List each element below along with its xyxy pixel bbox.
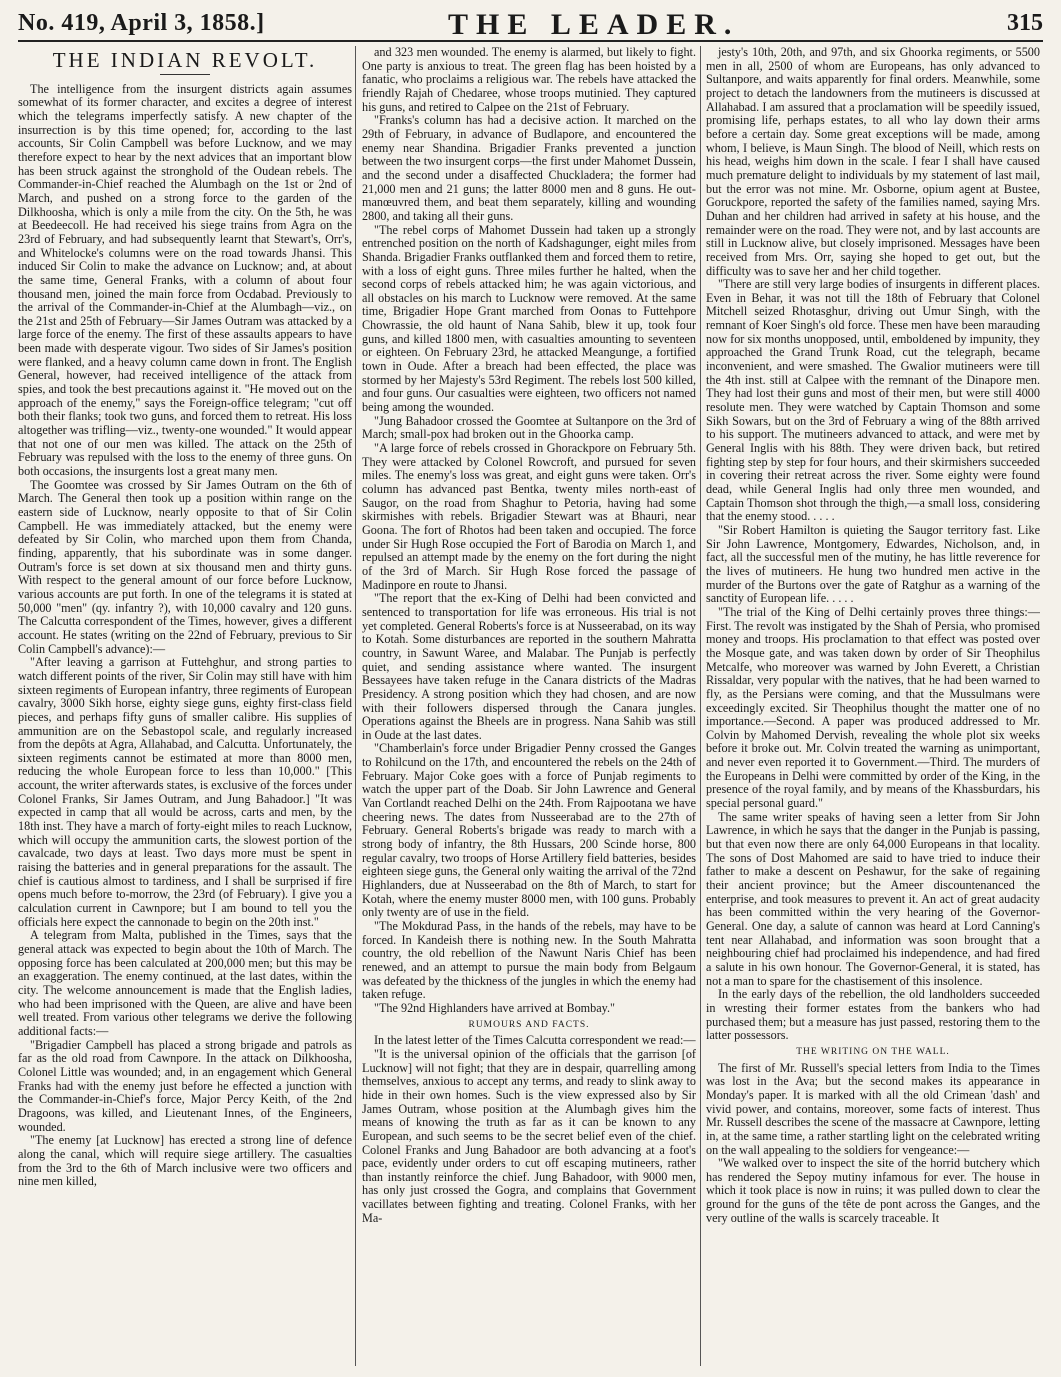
paragraph: "The enemy [at Lucknow] has erected a strong line of defence along the canal, which will require siege artillery. The casualties from the 3rd to the 6th of March inclusive were two officers and nine men killed, bbox=[18, 1133, 352, 1189]
page-header bbox=[18, 6, 1043, 40]
column-divider bbox=[700, 46, 701, 1366]
column-2 bbox=[362, 46, 696, 1368]
paragraph: "The trial of the King of Delhi certainly proves three things:—First. The revolt was instigated by the Shah of Persia, who promised money and troops. His proclamation to that effect was posted over the Mosque gate, and was taken down by order of Sir Theophilus Metcalfe, who moreover was warned by John Everett, a Christian Rissaldar, very popular with the natives, that he had been warned to fly, as the Persians were coming, and that the Mussulmans were exceedingly excited. Sir Theophilus thought the matter one of no importance.—Second. A paper was produced addressed to Mr. Colvin by Mahomed Dervish, revealing the whole plot six weeks before it broke out. Mr. Colvin treated the warning as unimportant, and never even reported it to Government.—Third. The murders of the Europeans in Delhi were committed by order of the King, in the presence of the royal family, and by means of the Khassburdars, his special personal guard." bbox=[706, 604, 1040, 811]
paragraph: The same writer speaks of having seen a letter from Sir John Lawrence, in which he says that the danger in the Punjab is passing, but that even now there are only 64,000 Europeans in that locality. The sons of Dost Mahomed are said to have tried to induce their father to make a descent on Peshawur, for the sake of regaining their ancient province; but the Ameer discountenanced the enterprise, and took measures to prevent it. An act of great audacity has been committed within the very hearing of the Governor-General. One day, a salute of cannon was heard at Lord Canning's tent near Allahabad, and information was soon brought that a neighbouring chief had proclaimed his independence, and had fired a salute in his own honour. The Governor-General, it is stated, has not a man to spare for the chastisement of this insolence. bbox=[706, 809, 1040, 988]
paragraph: In the early days of the rebellion, the old landholders succeeded in wresting their former estates from the bankers who had purchased them; but a measure has just passed, restoring them to the latter possessors. bbox=[706, 987, 1040, 1043]
paragraph: "Franks's column has had a decisive action. It marched on the 29th of February, in advance of Budlapore, and encountered the enemy near Shandina. Brigadier Franks prevented a junction between the two insurgent corps—the first under Mahomet Dussein, and the second under a disaffected Chuckladera; the former had 21,000 men and 21 guns; the latter 8000 men and 8 guns. He out-manœuvred them, and beat them separately, killing and wounding 2800, and taking all their guns. bbox=[362, 113, 696, 223]
page-number: 315 bbox=[1007, 10, 1043, 36]
newspaper-title: THE LEADER. bbox=[448, 8, 740, 41]
paragraph: In the latest letter of the Times Calcutta correspondent we read:— bbox=[374, 1033, 696, 1048]
paragraph: "Brigadier Campbell has placed a strong brigade and patrols as far as the old road from Cawnpore. In the attack on Dilkhoosha, Colonel Little was wounded; and, in an engagement which General Franks had with the enemy just before he effected a junction with the Commander-in-Chief's force, Major Percy Keith, of the 2nd Dragoons, was killed, and Lieutenant Innes, of the Engineers, wounded. bbox=[18, 1037, 352, 1134]
paragraph: "Sir Robert Hamilton is quieting the Saugor territory fast. Like Sir John Lawrence, Montgomery, Edwardes, Nicholson, and, in fact, all the successful men of the mutiny, he has little reverence for the lives of mutineers. He hung two hundred men active in the murder of the Burtons over the gate of Ratghur as a warning of the sanctity of European life. . . . . bbox=[706, 522, 1040, 606]
header-rule bbox=[18, 40, 1043, 42]
paragraph: "We walked over to inspect the site of the horrid butchery which has rendered the Sepoy mutiny infamous for ever. The house in which it took place is now in ruins; it was pulled down to clear the ground for the guns of the tête de pont across the Ganges, and the very outline of the walls is scarcely traceable. It bbox=[706, 1156, 1040, 1225]
paragraph: "After leaving a garrison at Futtehghur, and strong parties to watch different points of the river, Sir Colin may still have with him sixteen regiments of European infantry, three regiments of European cavalry, 3000 Sikh horse, eighty siege guns, eighty first-class field pieces, and perhaps fifty guns of smaller calibre. His supplies of ammunition are on the Sebastopol scale, and regularly increased from the depôts at Agra, Allahabad, and Calcutta. Unfortunately, the sixteen regiments cannot be estimated at more than 8000 men, reducing the whole European force to less than 10,000." [This account, the writer afterwards states, is exclusive of the forces under Colonel Franks, Sir James Outram, and Jung Bahadoor.] "It was expected in camp that all would be across, carts and men, by the 18th inst. They have a march of forty-eight miles to reach Lucknow, which will occupy the ammunition carts, the slowest portion of the cavalcade, two days at least. Two days more must be spent in raising the batteries and in general preparations for the assault. The chief is cautious almost to tardiness, and I shall be surprised if fire opens much before to-morrow, the 23rd (of February). I give you a calculation current in Cawnpore; but I am bound to tell you the officials here expect the cannonade to begin on the 20th inst." bbox=[18, 655, 352, 929]
paragraph: A telegram from Malta, published in the Times, says that the general attack was expected to begin about the 10th of March. The opposing force has been calculated at 200,000 men; but this may be an exaggeration. The enemy continued, at the last dates, within the city. The welcome announcement is made that the English ladies, who had been imprisoned with the Queen, are alive and have been well treated. From various other telegrams we derive the following additional facts:— bbox=[18, 928, 352, 1038]
paragraph: and 323 men wounded. The enemy is alarmed, but likely to fight. One party is anxious to treat. The green flag has been hoisted by a fanatic, who proclaims a religious war. The rebels have attacked the friendly Rajah of Chedaree, whose troops mutinied. They captured his guns, and retired to Calpee on the 21st of February. bbox=[362, 46, 696, 114]
paragraph: "Chamberlain's force under Brigadier Penny crossed the Ganges to Rohilcund on the 17th, and encountered the rebels on the 24th of February. Major Coke goes with a force of Punjab regiments to watch the upper part of the Doab. Sir John Lawrence and General Van Cortlandt reached Delhi on the 24th. From Rajpootana we have cheering news. The dates from Nusseerabad are to the 27th of February. General Roberts's brigade was ready to march with a strong body of infantry, the 8th Hussars, 200 Scinde horse, 800 regular cavalry, two troops of Horse Artillery field batteries, besides eighteen siege guns, the General only waiting the arrival of the 72nd Highlanders, due at Nusseerabad on the 8th of March, to start for Kotah, where the enemy muster 8000 men, with 100 guns. Probably only twenty are of use in the field. bbox=[362, 741, 696, 920]
paragraph: "The rebel corps of Mahomet Dussein had taken up a strongly entrenched position on the north of Kadshagunger, eight miles from Shanda. Brigadier Franks outflanked them and forced them to retire, with a loss of eight guns. Three miles further he halted, when the second corps of rebels attacked him; he was again victorious, and all obstacles on his march to Lucknow were removed. At the same time, Brigadier Hope Grant marched from Oonas to Futtehpore Chowrassie, the old haunt of Nana Sahib, blew it up, took four guns, and killed 1800 men, with casualties amounting to seventeen or eighteen. On February 23rd, he attacked Meangunge, a fortified town in Oude. After a breach had been effected, the place was stormed by her Majesty's 53rd Regiment. The rebels lost 500 killed, and four guns. Our casualties were eighteen, two officers not named being among the wounded. bbox=[362, 222, 696, 415]
title-divider bbox=[160, 74, 210, 75]
paragraph: "There are still very large bodies of insurgents in different places. Even in Behar, it was not till the 18th of February that Colonel Mitchell seized Rhotasghur, driving out Umur Singh, with the remnant of Koer Singh's old force. These men have been marauding now for six months unopposed, until, emboldened by impunity, they approached the Grand Trunk Road, cut the telegraph, became inconvenient, and were smashed. The Gwalior mutineers were till the 4th inst. still at Calpee with the remnant of the Dinapore men. They had lost their guns and most of their men, but were still 4000 resolute men. They were watched by Captain Thomson and some Sikh Sowars, but on the 3rd of February a wing of the 88th arrived to his support. The mutineers advanced to attack, and were met by General Inglis with his 88th. They were driven back, but retired fighting step by step for four hours, and their skirmishers succeeded in covering their retreat across the river. Some eighty were found dead, while General Inglis had only three men wounded, and Captain Thomson shot through the thigh,—a small loss, considering that the enemy stood. . . . . bbox=[706, 277, 1040, 524]
column-divider bbox=[355, 46, 356, 1366]
paragraph: "The 92nd Highlanders have arrived at Bombay." bbox=[374, 1000, 615, 1015]
paragraph: jesty's 10th, 20th, and 97th, and six Ghoorka regiments, or 5500 men in all, 2500 of whom are Europeans, has only advanced to Sultanpore, and waits apparently for final orders. Meanwhile, some project to detach the landowners from the mutineers is discussed at Allahabad. I am assured that a proclamation will be speedily issued, promising life, perhaps estates, to all who lay down their arms before a certain day. Some great exceptions will be made, among whom, I believe, is Maun Singh. The blood of Neill, which rests on his head, weighs him down in the scale. I fear I shall have caused much premature delight to individuals by my statement of last mail, but the error was not mine. Mr. Osborne, opium agent at Bustee, Goruckpore, reported the safety of the families named, saying Mrs. Duhan and her children had arrived in safety at his house, and the remainder were on the road. They were not, and by last accounts are still in Lucknow alive, but closely imprisoned. Messages have been received from Mrs. Orr, saying she hoped to get out, but the difficulty was to save her and her child together. bbox=[706, 46, 1040, 278]
paragraph: "It is the universal opinion of the officials that the garrison [of Lucknow] will not fight; that they are in despair, quarrelling among themselves, anxious to accept any terms, and ready to slink away to hide in their own homes. Such is the view expressed also by Sir James Outram, whose position at the Alumbagh gives him the means of knowing the truth as far as it can be known to any European, and such seems to be the secret belief even of the chief. Colonel Franks and Jung Bahadoor are both advancing at a foot's pace, evidently under orders to cut off escaping mutineers, rather than instantly reinforce the chief. Jung Bahadoor, with 9000 men, has only just crossed the Gogra, and complains that Government vacillates between fighting and treating. Colonel Franks, with her Ma- bbox=[362, 1046, 696, 1225]
paragraph: "The report that the ex-King of Delhi had been convicted and sentenced to transportation for life was erroneous. His trial is not yet completed. General Roberts's force is at Nusseerabad, on its way to Kotah. Some disturbances are reported in the southern Mahratta country, in Sawunt Waree, and Malabar. The Punjab is perfectly quiet, and sending assistance where wanted. The insurgent Bessayees have taken refuge in the Canara districts of the Madras Presidency. A strong position which they had chosen, and are now with their followers dispersed through the Canara jungles. Operations against the Bheels are in progress. Nana Sahib was still in Oude at the last dates. bbox=[362, 591, 696, 742]
section-heading: THE WRITING ON THE WALL. bbox=[796, 1046, 950, 1057]
paragraph: The Goomtee was crossed by Sir James Outram on the 6th of March. The General then took up a position within range on the eastern side of Lucknow, nearly opposite to that of Sir Colin Campbell. He was immediately attacked, but the enemy were defeated by Sir Colin, who marched upon them from Chanda, finding, apparently, that his subordinate was in some danger. Outram's force is set down at six thousand men and thirty guns. With respect to the general amount of our force before Lucknow, various accounts are put forth. In one of the telegrams it is stated at 50,000 "men" (qy. infantry ?), with 10,000 cavalry and 120 guns. The Calcutta correspondent of the Times, however, gives a different account. He states (writing on the 22nd of February, previous to Sir Colin Campbell's advance):— bbox=[18, 477, 352, 656]
paragraph: The intelligence from the insurgent districts again assumes somewhat of its former character, and excites a degree of interest which the telegrams imperfectly satisfy. A new chapter of the insurrection is by this time opened; for, according to the last accounts, Sir Colin Campbell was before Lucknow, and we may therefore expect to hear by the next advices that an important blow has been struck against the stronghold of the Oudean rebels. The Commander-in-Chief reached the Alumbagh on the 1st or 2nd of March, and pushed on a strong force to the garden of the Dilkhoosha, which is only a mile from the city. On the 5th, he was at Beedeecoll. He had received his siege trains from Agra on the 23rd of February, and had subsequently learnt that Stewart's, Orr's, and Whitelocke's columns were on the road towards Jhansi. This induced Sir Colin to make the advance on Lucknow; and, at about the same time, General Franks, with a column of about four thousand men, joined the main force from Ocdabad. Previously to the arrival of the Commander-in-Chief at the Alumbagh—viz., on the 21st and 25th of February—Sir James Outram was attacked by a large force of the enemy. The first of these assaults appears to have been made with desperate vigour. Two sides of Sir James's position were flanked, and a heavy column came down in front. The English General, however, had received intelligence of the attack from spies, and took the best precautions against it. "He moved out on the approach of the enemy," says the Foreign-office telegram; "cut off both their flanks; took two guns, and forced them to retreat. His loss altogether was trifling—viz., twenty-one wounded." It would appear that not one of our men was killed. The attack on the 25th of February was repulsed with the loss to the enemy of three guns. On both occasions, the insurgents lost a great many men. bbox=[18, 81, 352, 479]
paragraph: "A large force of rebels crossed in Ghorackpore on February 5th. They were attacked by Colonel Rowcroft, and pursued for seven miles. The enemy's loss was great, and eight guns were taken. Orr's column has advanced past Bentka, twenty miles north-east of Saugor, on the road from Shaghur to Petoria, having had some skirmishes with rebels. Brigadier Stewart was at Bhauri, near Goona. The fort of Rhotos had been taken and occupied. The force under Sir Hugh Rose occupied the Fort of Barodia on March 1, and repulsed an attempt made by the enemy on the fort during the night of the 3rd of March. Sir Hugh Rose forced the passage of Madinpore en route to Jhansi. bbox=[362, 441, 696, 592]
issue-date: No. 419, April 3, 1858.] bbox=[18, 10, 265, 36]
paragraph: The first of Mr. Russell's special letters from India to the Times was lost in the Ava; but the second makes its appearance in Monday's paper. It is marked with all the old Crimean 'dash' and vivid power, and contains, moreover, some facts of interest. Thus Mr. Russell describes the scene of the massacre at Cawnpore, letting in, at the same time, a rather startling light on the celebrated writing on the wall appealing to the soldiers for vengeance:— bbox=[706, 1060, 1040, 1157]
section-heading: RUMOURS AND FACTS. bbox=[468, 1019, 590, 1030]
column-1 bbox=[18, 46, 352, 1368]
paragraph: "The Mokdurad Pass, in the hands of the rebels, may have to be forced. In Kandeish there is nothing new. In the South Mahratta country, the old rebellion of the Nawunt Naris Chief has been renewed, and an attempt to pursue the main body from Belgaum was defeated by the thickness of the jungles in which the enemy had taken refuge. bbox=[362, 919, 696, 1002]
article-title: THE INDIAN REVOLT. bbox=[52, 48, 318, 72]
paragraph: "Jung Bahadoor crossed the Goomtee at Sultanpore on the 3rd of March; small-pox had broken out in the Ghoorka camp. bbox=[362, 413, 696, 442]
column-3 bbox=[706, 46, 1040, 1368]
